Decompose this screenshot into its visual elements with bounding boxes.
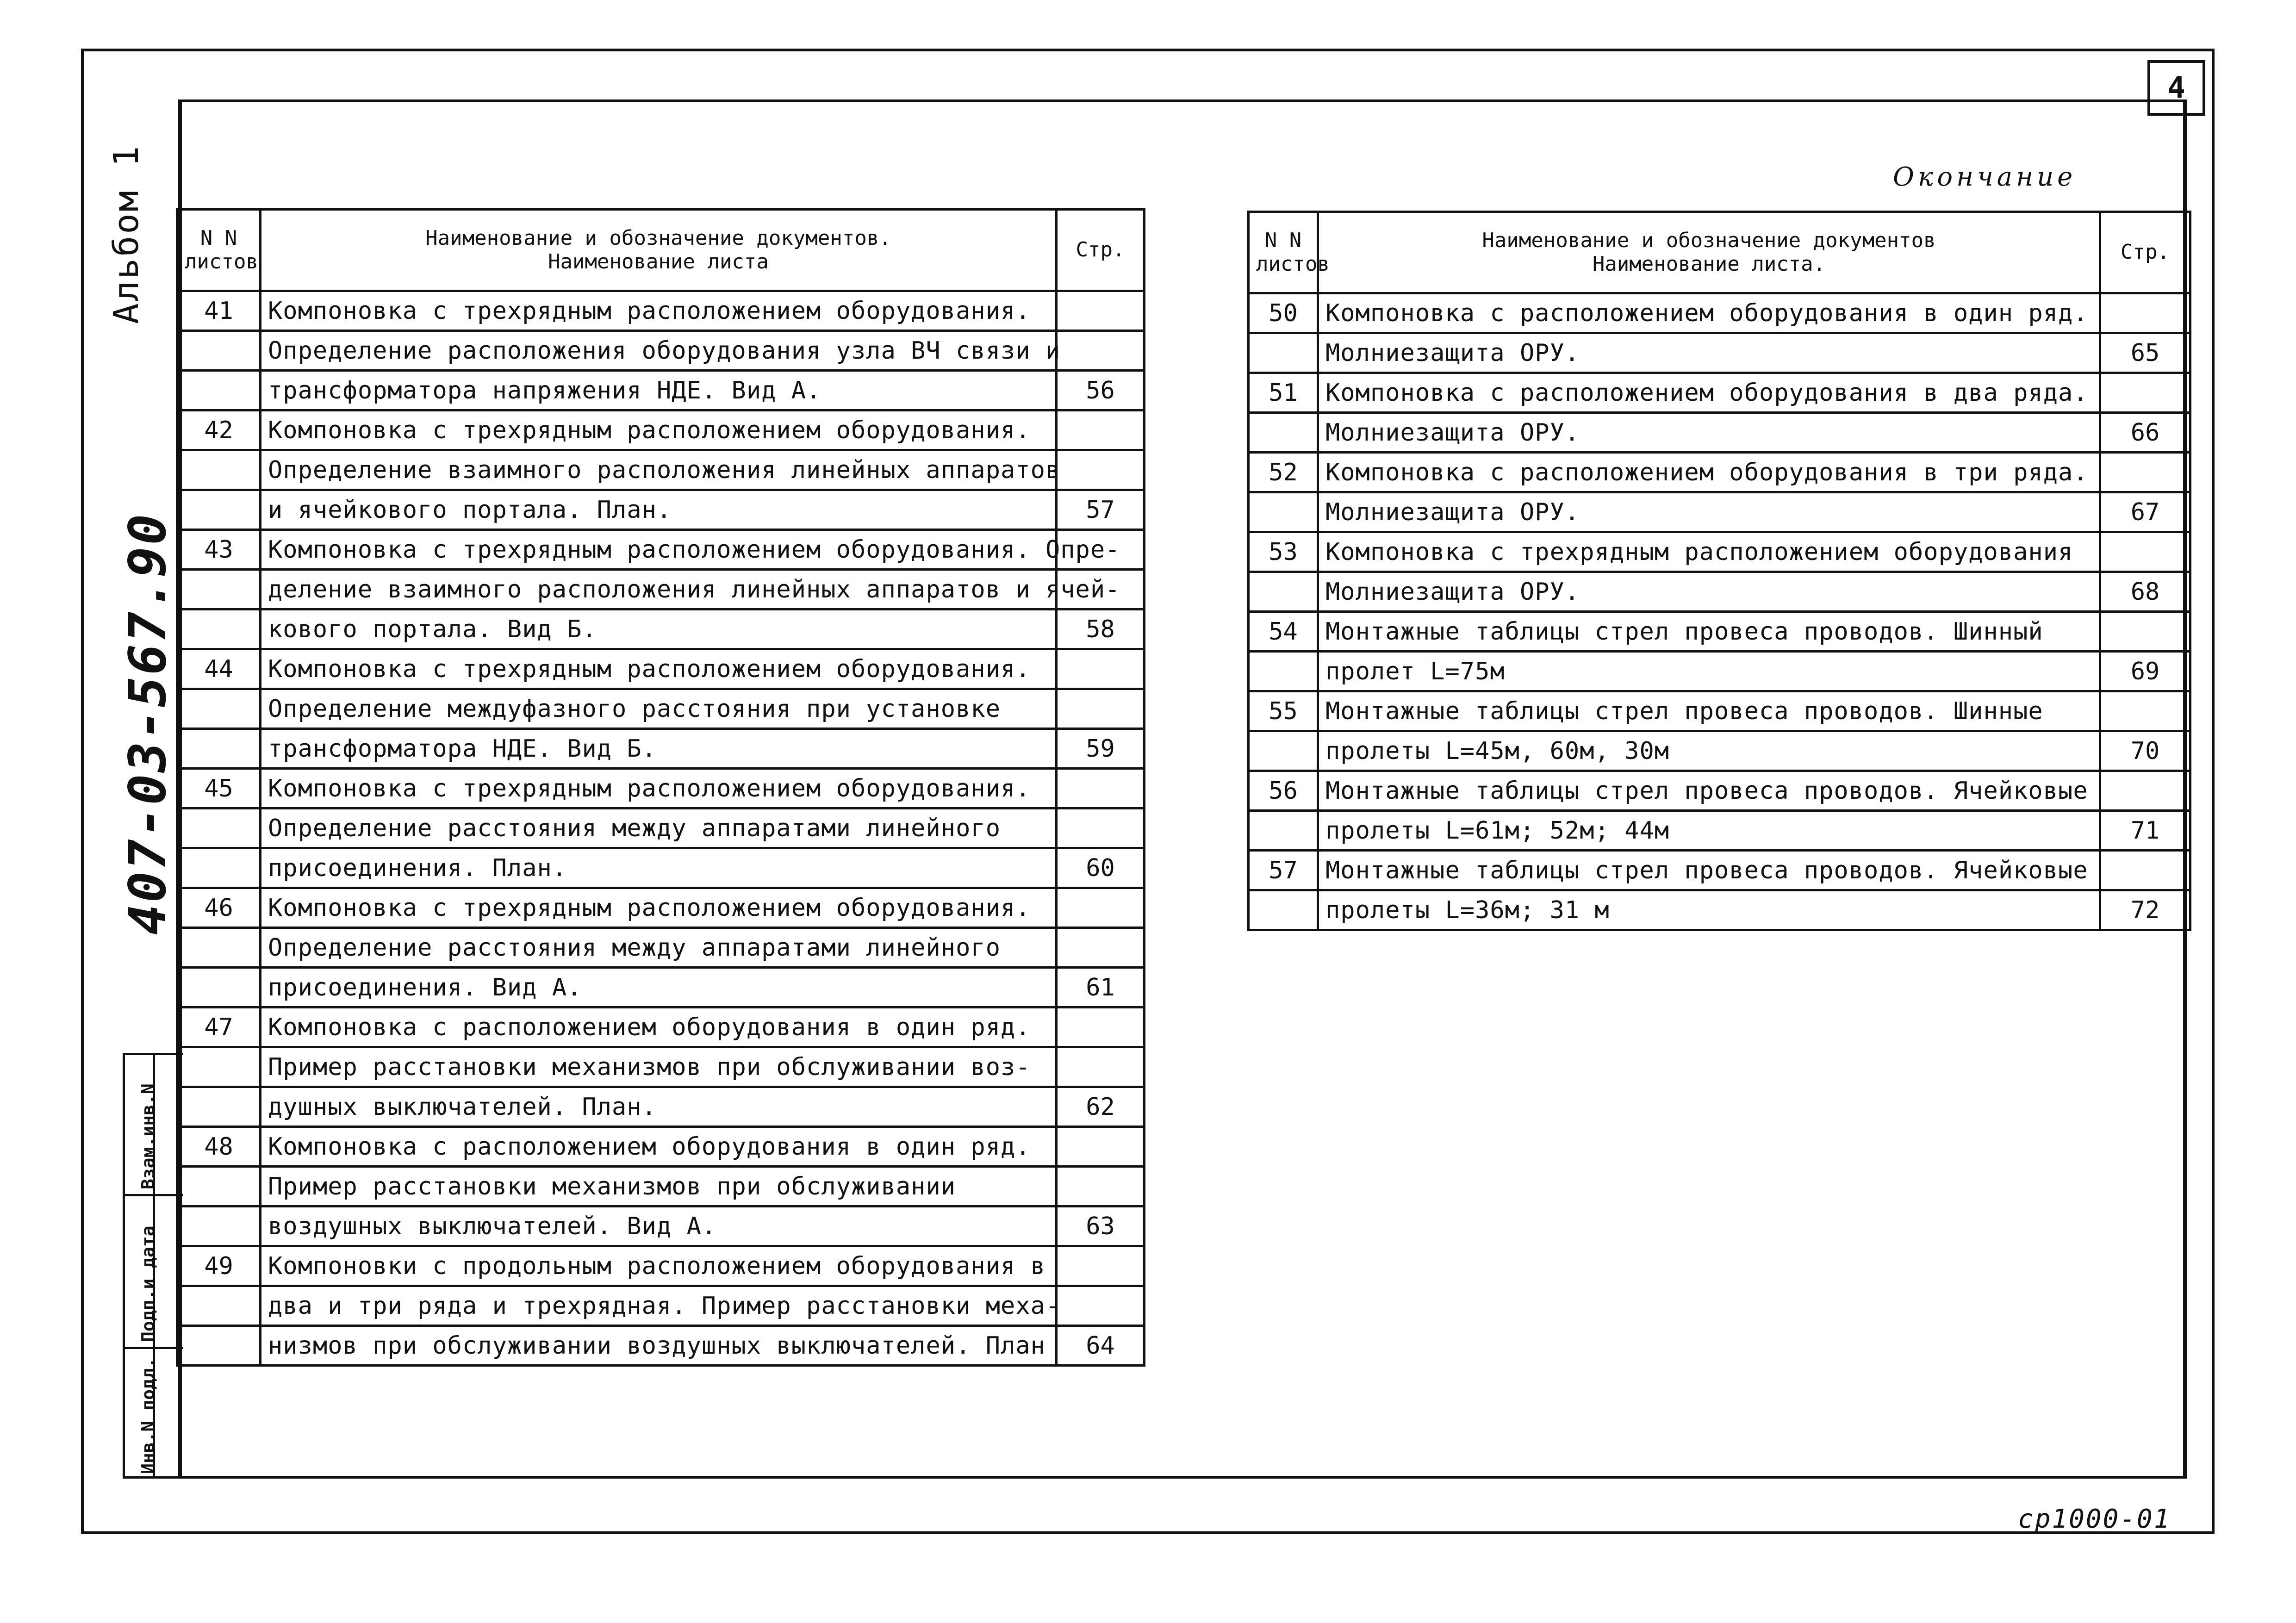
document-title-cell: низмов при обслуживании воздушных выключателей. План bbox=[261, 1326, 1057, 1366]
header-title-line2: Наименование листа bbox=[548, 249, 769, 274]
sheet-num-cell bbox=[177, 609, 261, 649]
sheet-num-cell bbox=[177, 1167, 261, 1206]
document-title-cell: пролеты L=45м, 60м, 30м bbox=[1318, 731, 2100, 771]
header-page: Стр. bbox=[1057, 210, 1145, 291]
page-cell bbox=[2100, 691, 2190, 731]
table-row bbox=[177, 410, 1145, 450]
page-cell: 65 bbox=[2100, 333, 2190, 373]
page-cell: 58 bbox=[1057, 609, 1145, 649]
document-title-cell: Компоновка с трехрядным расположением оборудования. bbox=[261, 291, 1057, 331]
sheet-num-cell: 49 bbox=[177, 1246, 261, 1286]
document-title-cell: трансформатора напряжения НДЕ. Вид А. bbox=[261, 371, 1057, 410]
header-title-line2: Наименование листа. bbox=[1592, 252, 1826, 276]
sheet-num-cell: 45 bbox=[177, 769, 261, 808]
sheet-num-cell: 41 bbox=[177, 291, 261, 331]
header-title bbox=[261, 210, 1057, 291]
document-title-cell: деление взаимного расположения линейных аппаратов и ячей- bbox=[261, 570, 1057, 609]
document-title-cell: пролеты L=61м; 52м; 44м bbox=[1318, 811, 2100, 851]
document-title-cell: Молниезащита ОРУ. bbox=[1318, 572, 2100, 612]
table-row bbox=[177, 1286, 1145, 1326]
document-title-cell: Определение взаимного расположения линейных аппаратов bbox=[261, 450, 1057, 490]
sheet-num-cell: 46 bbox=[177, 888, 261, 928]
page-cell bbox=[1057, 808, 1145, 848]
sheet-num-cell bbox=[177, 490, 261, 530]
table-row bbox=[1249, 811, 2190, 851]
document-title-cell: Монтажные таблицы стрел провеса проводов. Ячейковые bbox=[1318, 771, 2100, 811]
footer-code: ср1000-01 bbox=[2018, 1504, 2171, 1534]
page-cell: 61 bbox=[1057, 968, 1145, 1007]
table-row bbox=[177, 1167, 1145, 1206]
sheet-num-cell bbox=[1249, 652, 1318, 691]
page-cell: 69 bbox=[2100, 652, 2190, 691]
stamp-label-replace: Взам.инв.N bbox=[138, 1083, 158, 1189]
document-title-cell: Компоновка с расположением оборудования в один ряд. bbox=[261, 1127, 1057, 1167]
table-row bbox=[1249, 373, 2190, 413]
sheet-num-cell bbox=[1249, 492, 1318, 532]
document-title-cell: Определение расстояния между аппаратами линейного bbox=[261, 808, 1057, 848]
table-row bbox=[177, 689, 1145, 729]
sheet-num-cell bbox=[1249, 731, 1318, 771]
page-cell bbox=[1057, 689, 1145, 729]
sheet-num-cell bbox=[1249, 890, 1318, 930]
table-row bbox=[1249, 293, 2190, 333]
document-title-cell: Компоновка с расположением оборудования в один ряд. bbox=[261, 1007, 1057, 1047]
album-label-block bbox=[106, 144, 162, 324]
sheet-num-cell: 54 bbox=[1249, 612, 1318, 652]
header-title-line1: Наименование и обозначение документов bbox=[1482, 228, 1936, 252]
sheet-num-cell bbox=[177, 848, 261, 888]
document-title-cell: Компоновка с трехрядным расположением оборудования bbox=[1318, 532, 2100, 572]
stamp-label-inventory: Инв.N подл. bbox=[138, 1357, 158, 1474]
page-cell bbox=[1057, 1167, 1145, 1206]
page-cell bbox=[1057, 769, 1145, 808]
document-title-cell: Пример расстановки механизмов при обслуживании воз- bbox=[261, 1047, 1057, 1087]
sheet-num-cell bbox=[177, 689, 261, 729]
right-table-body bbox=[1249, 293, 2190, 930]
table-header-row bbox=[1249, 212, 2190, 293]
sheet-num-cell bbox=[177, 1206, 261, 1246]
page-cell bbox=[2100, 532, 2190, 572]
table-row bbox=[177, 490, 1145, 530]
page-cell bbox=[1057, 1047, 1145, 1087]
document-title-cell: Компоновка с трехрядным расположением оборудования. bbox=[261, 649, 1057, 689]
sheet-number: 4 bbox=[2147, 60, 2205, 116]
page-cell bbox=[1057, 450, 1145, 490]
table-row bbox=[1249, 731, 2190, 771]
table-row bbox=[177, 291, 1145, 331]
sheet-num-cell: 48 bbox=[177, 1127, 261, 1167]
document-code: 407-03-567.90 bbox=[118, 512, 177, 935]
page-cell bbox=[1057, 649, 1145, 689]
table-row bbox=[1249, 851, 2190, 890]
page-cell: 70 bbox=[2100, 731, 2190, 771]
sheet-num-cell bbox=[177, 729, 261, 769]
sheet-num-cell bbox=[177, 1047, 261, 1087]
document-title-cell: Компоновка с трехрядным расположением оборудования. Опре- bbox=[261, 530, 1057, 570]
table-row bbox=[1249, 333, 2190, 373]
table-row bbox=[177, 808, 1145, 848]
document-title-cell: Компоновка с трехрядным расположением оборудования. bbox=[261, 888, 1057, 928]
document-title-cell: Монтажные таблицы стрел провеса проводов. Шинный bbox=[1318, 612, 2100, 652]
page-cell: 72 bbox=[2100, 890, 2190, 930]
document-title-cell: Пример расстановки механизмов при обслуживании bbox=[261, 1167, 1057, 1206]
table-row bbox=[177, 570, 1145, 609]
stamp-label-sign: Подп.и дата bbox=[138, 1225, 158, 1342]
table-row bbox=[177, 530, 1145, 570]
page-cell: 62 bbox=[1057, 1087, 1145, 1127]
sheet-num-cell bbox=[177, 371, 261, 410]
table-row bbox=[177, 450, 1145, 490]
sheet-num-cell bbox=[177, 1326, 261, 1366]
sheet-num-cell bbox=[177, 1286, 261, 1326]
page-cell: 63 bbox=[1057, 1206, 1145, 1246]
table-row bbox=[177, 649, 1145, 689]
page-cell bbox=[1057, 1246, 1145, 1286]
album-label: Альбом 1 bbox=[106, 144, 146, 324]
table-row bbox=[1249, 890, 2190, 930]
document-title-cell: Компоновки с продольным расположением оборудования в bbox=[261, 1246, 1057, 1286]
left-contents-table bbox=[176, 208, 1145, 1367]
table-row bbox=[177, 888, 1145, 928]
table-row bbox=[177, 928, 1145, 968]
page-cell bbox=[2100, 453, 2190, 492]
page-cell: 60 bbox=[1057, 848, 1145, 888]
sheet-num-cell bbox=[177, 450, 261, 490]
page-cell: 68 bbox=[2100, 572, 2190, 612]
table-row bbox=[1249, 652, 2190, 691]
sheet-num-cell bbox=[1249, 333, 1318, 373]
table-row bbox=[177, 848, 1145, 888]
sheet-num-cell: 47 bbox=[177, 1007, 261, 1047]
sheet-num-cell: 42 bbox=[177, 410, 261, 450]
sheet-num-cell bbox=[1249, 811, 1318, 851]
table-row bbox=[177, 769, 1145, 808]
document-title-cell: присоединения. Вид А. bbox=[261, 968, 1057, 1007]
table-row bbox=[177, 1246, 1145, 1286]
table-header-row bbox=[177, 210, 1145, 291]
document-title-cell: душных выключателей. План. bbox=[261, 1087, 1057, 1127]
document-title-cell: воздушных выключателей. Вид А. bbox=[261, 1206, 1057, 1246]
document-title-cell: пролеты L=36м; 31 м bbox=[1318, 890, 2100, 930]
page-cell bbox=[1057, 291, 1145, 331]
page-cell bbox=[2100, 771, 2190, 811]
page-cell: 66 bbox=[2100, 413, 2190, 453]
page-cell bbox=[2100, 612, 2190, 652]
sheet-num-cell bbox=[177, 1087, 261, 1127]
table-row bbox=[1249, 413, 2190, 453]
document-title-cell: Определение расположения оборудования узла ВЧ связи и bbox=[261, 331, 1057, 371]
document-title-cell: Компоновка с расположением оборудования в один ряд. bbox=[1318, 293, 2100, 333]
page-cell bbox=[1057, 410, 1145, 450]
document-title-cell: Молниезащита ОРУ. bbox=[1318, 492, 2100, 532]
page-cell bbox=[1057, 1127, 1145, 1167]
page-cell bbox=[1057, 928, 1145, 968]
document-title-cell: трансформатора НДЕ. Вид Б. bbox=[261, 729, 1057, 769]
document-title-cell: присоединения. План. bbox=[261, 848, 1057, 888]
sheet-num-cell bbox=[177, 331, 261, 371]
table-row bbox=[1249, 492, 2190, 532]
table-row bbox=[1249, 532, 2190, 572]
document-title-cell: Компоновка с трехрядным расположением оборудования. bbox=[261, 410, 1057, 450]
table-row bbox=[177, 1007, 1145, 1047]
header-num: N N листов bbox=[177, 210, 261, 291]
page-cell bbox=[2100, 373, 2190, 413]
document-title-cell: Компоновка с расположением оборудования в два ряда. bbox=[1318, 373, 2100, 413]
page-cell: 59 bbox=[1057, 729, 1145, 769]
document-title-cell: Компоновка с трехрядным расположением оборудования. bbox=[261, 769, 1057, 808]
table-row bbox=[177, 729, 1145, 769]
sheet-num-cell: 52 bbox=[1249, 453, 1318, 492]
page-cell: 56 bbox=[1057, 371, 1145, 410]
table-row bbox=[177, 371, 1145, 410]
table-row bbox=[177, 1206, 1145, 1246]
sheet-num-cell: 50 bbox=[1249, 293, 1318, 333]
table-row bbox=[177, 1326, 1145, 1366]
table-row bbox=[1249, 771, 2190, 811]
page-cell bbox=[1057, 888, 1145, 928]
table-row bbox=[1249, 691, 2190, 731]
sheet-num-cell bbox=[177, 928, 261, 968]
sheet-num-cell: 57 bbox=[1249, 851, 1318, 890]
sheet-num-cell: 51 bbox=[1249, 373, 1318, 413]
document-title-cell: и ячейкового портала. План. bbox=[261, 490, 1057, 530]
page-cell: 71 bbox=[2100, 811, 2190, 851]
page-cell bbox=[1057, 1007, 1145, 1047]
header-title bbox=[1318, 212, 2100, 293]
page-cell bbox=[1057, 331, 1145, 371]
document-title-cell: Молниезащита ОРУ. bbox=[1318, 413, 2100, 453]
table-row bbox=[1249, 612, 2190, 652]
left-table-body bbox=[177, 291, 1145, 1366]
document-title-cell: Монтажные таблицы стрел провеса проводов. Ячейковые bbox=[1318, 851, 2100, 890]
document-title-cell: Монтажные таблицы стрел провеса проводов. Шинные bbox=[1318, 691, 2100, 731]
sheet-num-cell: 44 bbox=[177, 649, 261, 689]
table-row bbox=[177, 331, 1145, 371]
right-contents-table bbox=[1247, 211, 2191, 931]
document-title-cell: два и три ряда и трехрядная. Пример расстановки меха- bbox=[261, 1286, 1057, 1326]
page-cell: 64 bbox=[1057, 1326, 1145, 1366]
page-cell bbox=[2100, 293, 2190, 333]
sheet-num-cell bbox=[177, 968, 261, 1007]
sheet-num-cell: 43 bbox=[177, 530, 261, 570]
header-title-line1: Наименование и обозначение документов. bbox=[425, 226, 891, 250]
ending-label: Окончание bbox=[1893, 162, 2077, 192]
document-title-cell: Определение междуфазного расстояния при установке bbox=[261, 689, 1057, 729]
sheet-num-cell bbox=[177, 570, 261, 609]
header-page: Стр. bbox=[2100, 212, 2190, 293]
document-title-cell: Молниезащита ОРУ. bbox=[1318, 333, 2100, 373]
page-cell: 67 bbox=[2100, 492, 2190, 532]
table-row bbox=[177, 1047, 1145, 1087]
page-cell bbox=[1057, 1286, 1145, 1326]
document-title-cell: кового портала. Вид Б. bbox=[261, 609, 1057, 649]
table-row bbox=[177, 968, 1145, 1007]
sheet-num-cell: 53 bbox=[1249, 532, 1318, 572]
table-row bbox=[177, 1087, 1145, 1127]
sheet-num-cell bbox=[1249, 572, 1318, 612]
table-row bbox=[1249, 572, 2190, 612]
stamp-divider bbox=[153, 1053, 155, 1479]
document-title-cell: Определение расстояния между аппаратами линейного bbox=[261, 928, 1057, 968]
sheet-num-cell: 56 bbox=[1249, 771, 1318, 811]
table-row bbox=[177, 1127, 1145, 1167]
page-cell bbox=[2100, 851, 2190, 890]
document-title-cell: пролет L=75м bbox=[1318, 652, 2100, 691]
sheet-num-cell bbox=[177, 808, 261, 848]
sheet-num-cell: 55 bbox=[1249, 691, 1318, 731]
table-row bbox=[1249, 453, 2190, 492]
header-num: N N листов bbox=[1249, 212, 1318, 293]
table-row bbox=[177, 609, 1145, 649]
document-title-cell: Компоновка с расположением оборудования в три ряда. bbox=[1318, 453, 2100, 492]
page-cell: 57 bbox=[1057, 490, 1145, 530]
sheet-num-cell bbox=[1249, 413, 1318, 453]
